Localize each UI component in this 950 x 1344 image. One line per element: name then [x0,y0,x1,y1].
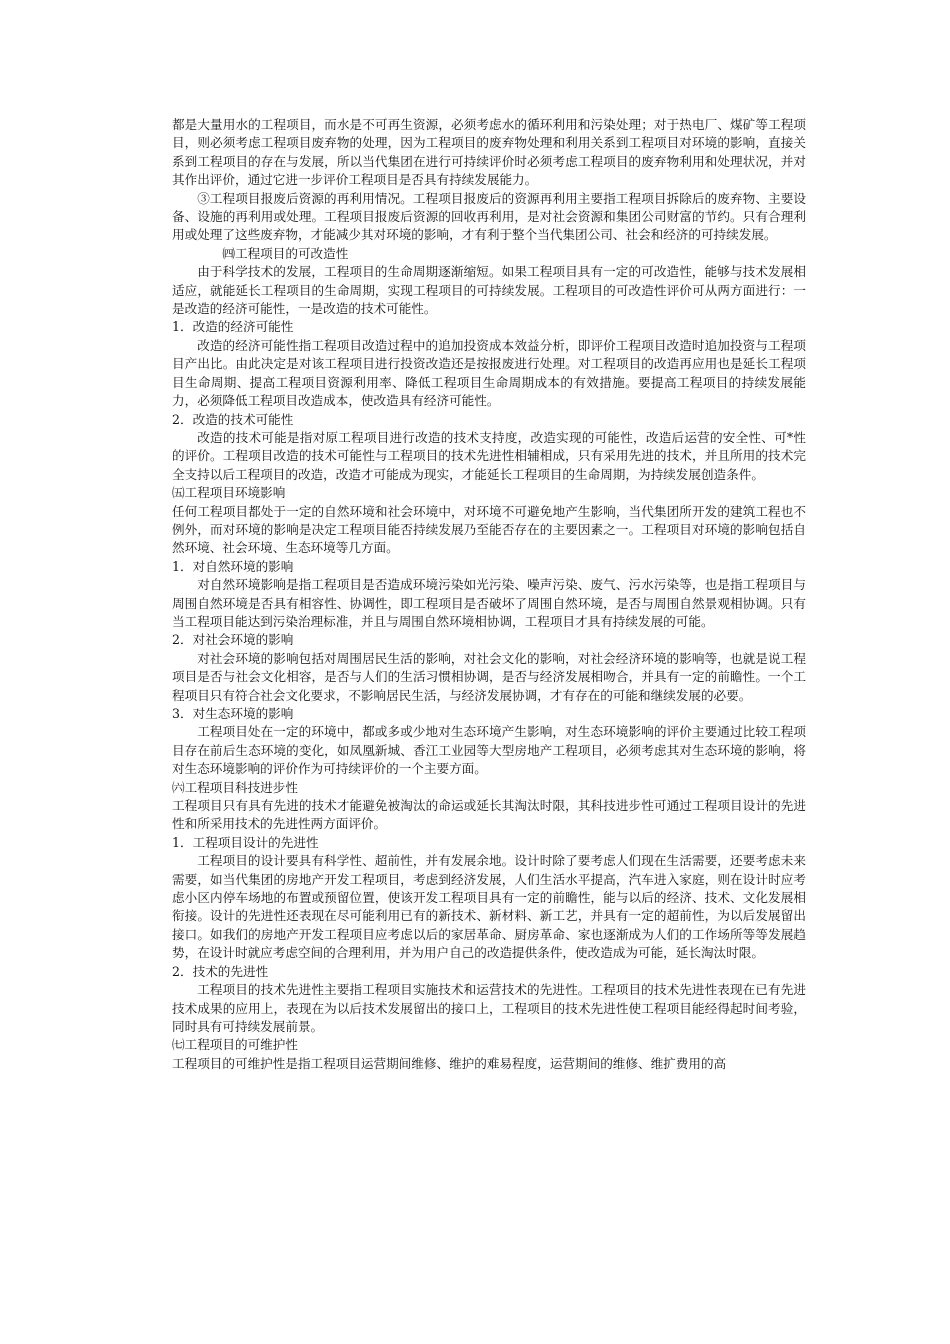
section-heading: ㈤工程项目环境影响 [172,485,286,501]
section-heading: ㈣工程项目的可改造性 [222,245,349,261]
subsection-heading: 1．改造的经济可能性 [172,319,294,335]
subsection-heading: 3．对生态环境的影响 [172,706,294,721]
paragraph: 工程项目的可维护性是指工程项目运营期间维修、维护的难易程度，运营期间的维修、维扩费用的高 [172,1055,727,1071]
subsection-heading: 1．对自然环境的影响 [172,558,294,574]
paragraph: 对自然环境影响是指工程项目是否造成环境污染如光污染、噪声污染、废气、污水污染等，也是指工程项目与周围自然环境是否具有相容性、协调性，即工程项目是否破坏了周围自然环境，是否与周围自然景观相协调。只有当工程项目能达到污染治理标准，并且与周围自然环境相协调，工程项目才具有持续发展的可能。 [172,577,806,629]
subsection-heading: 2．对社会环境的影响 [172,632,294,648]
paragraph: 工程项目的技术先进性主要指工程项目实施技术和运营技术的先进性。工程项目的技术先进性表现在已有先进技术成果的应用上，表现在为以后技术发展留出的接口上，工程项目的技术先进性使工程项目能经得起时间考验，同时具有可持续发展前景。 [172,982,806,1034]
paragraph: 改造的技术可能是指对原工程项目进行改造的技术支持度，改造实现的可能性，改造后运营的安全性、可*性的评价。工程项目改造的技术可能性与工程项目的技术先进性相辅相成，只有采用先进的技术，并且所用的技术完全支持以后工程项目的改造，改造才可能成为现实，才能延长工程项目的生命周期，为持续发展创造条件。 [172,429,806,482]
paragraph: 任何工程项目都处于一定的自然环境和社会环境中，对环境不可避免地产生影响，当代集团所开发的建筑工程也不例外，而对环境的影响是决定工程项目能否持续发展乃至能否存在的主要因素之一。工程项目对环境的影响包括自然环境、社会环境、生态环境等几方面。 [172,503,806,556]
paragraph: 工程项目只有具有先进的技术才能避免被淘汰的命运或延长其淘汰时限，其科技进步性可通过工程项目设计的先进性和所采用技术的先进性两方面评价。 [172,798,806,832]
document-body [172,116,806,1073]
subsection-heading: 2．技术的先进性 [172,963,269,979]
paragraph: ③工程项目报废后资源的再利用情况。工程项目报废后的资源再利用主要指工程项目拆除后的废弃物、主要设备、设施的再利用或处理。工程项目报废后资源的回收再利用，是对社会资源和集团公司财富的节约。只有合理利用或处理了这些废弃物，才能减少其对环境的影响，才有利于整个当代集团公司、社会和经济的可持续发展。 [172,190,806,243]
paragraph: 工程项目处在一定的环境中，都或多或少地对生态环境产生影响，对生态环境影响的评价主要通过比较工程项目存在前后生态环境的变化，如凤凰新城、香江工业园等大型房地产工程项目，必须考虑其对生态环境的影响，将对生态环境影响的评价作为可持续评价的一个主要方面。 [172,724,806,777]
paragraph: 改造的经济可能性指工程项目改造过程中的追加投资成本效益分析，即评价工程项目改造时追加投资与工程项目产出比。由此决定是对该工程项目进行投资改造还是按报废进行处理。对工程项目的改造再应用也是延长工程项目生命周期、提高工程项目资源利用率、降低工程项目生命周期成本的有效措施。要提高工程项目的持续发展能力，必须降低工程项目改造成本，使改造具有经济可能性。 [172,337,806,409]
paragraph: 都是大量用水的工程项目，而水是不可再生资源，必须考虑水的循环利用和污染处理；对于热电厂、煤矿等工程项目，则必须考虑工程项目废弃物的处理，因为工程项目的废弃物处理和利用关系到工程项目对环境的影响，直接关系到工程项目的存在与发展，所以当代集团在进行可持续评价时必须考虑工程项目的废弃物利用和处理状况，并对其作出评价，通过它进一步评价工程项目是否具有持续发展能力。 [172,117,806,188]
paragraph: 由于科学技术的发展，工程项目的生命周期逐渐缩短。如果工程项目具有一定的可改造性，能够与技术发展相适应，就能延长工程项目的生命周期，实现工程项目的可持续发展。工程项目的可改造性评价可从两方面进行：一是改造的经济可能性，一是改造的技术可能性。 [172,264,806,317]
subsection-heading: 1．工程项目设计的先进性 [172,834,319,850]
paragraph: 对社会环境的影响包括对周围居民生活的影响，对社会文化的影响，对社会经济环境的影响等，也就是说工程项目是否与社会文化相容，是否与人们的生活习惯相协调，是否与经济发展相吻合，并具有一定的前瞻性。一个工程项目只有符合社会文化要求，不影响居民生活，与经济发展协调，才有存在的可能和继续发展的必要。 [172,650,806,703]
section-heading: ㈦工程项目的可维护性 [172,1037,298,1053]
paragraph: 工程项目的设计要具有科学性、超前性，并有发展余地。设计时除了要考虑人们现在生活需要，还要考虑未来需要，如当代集团的房地产开发工程项目，考虑到经济发展，人们生活水平提高，汽车进入家庭，则在设计时应考虑小区内停车场地的布置或预留位置，使该开发工程项目具有一定的前瞻性，能与以后的经济、技术、文化发展相衔接。设计的先进性还表现在尽可能利用已有的新技术、新材料、新工艺，并具有一定的超前性，为以后发展留出接口。如我们的房地产开发工程项目应考虑以后的家居革命、厨房革命、家也逐渐成为人们的工作场所等等发展趋势，在设计时就应考虑空间的合理利用，并为用户自己的改造提供条件，使改造成为可能，延长淘汰时限。 [172,853,806,961]
section-heading: ㈥工程项目科技进步性 [172,779,298,795]
subsection-heading: 2．改造的技术可能性 [172,411,294,427]
